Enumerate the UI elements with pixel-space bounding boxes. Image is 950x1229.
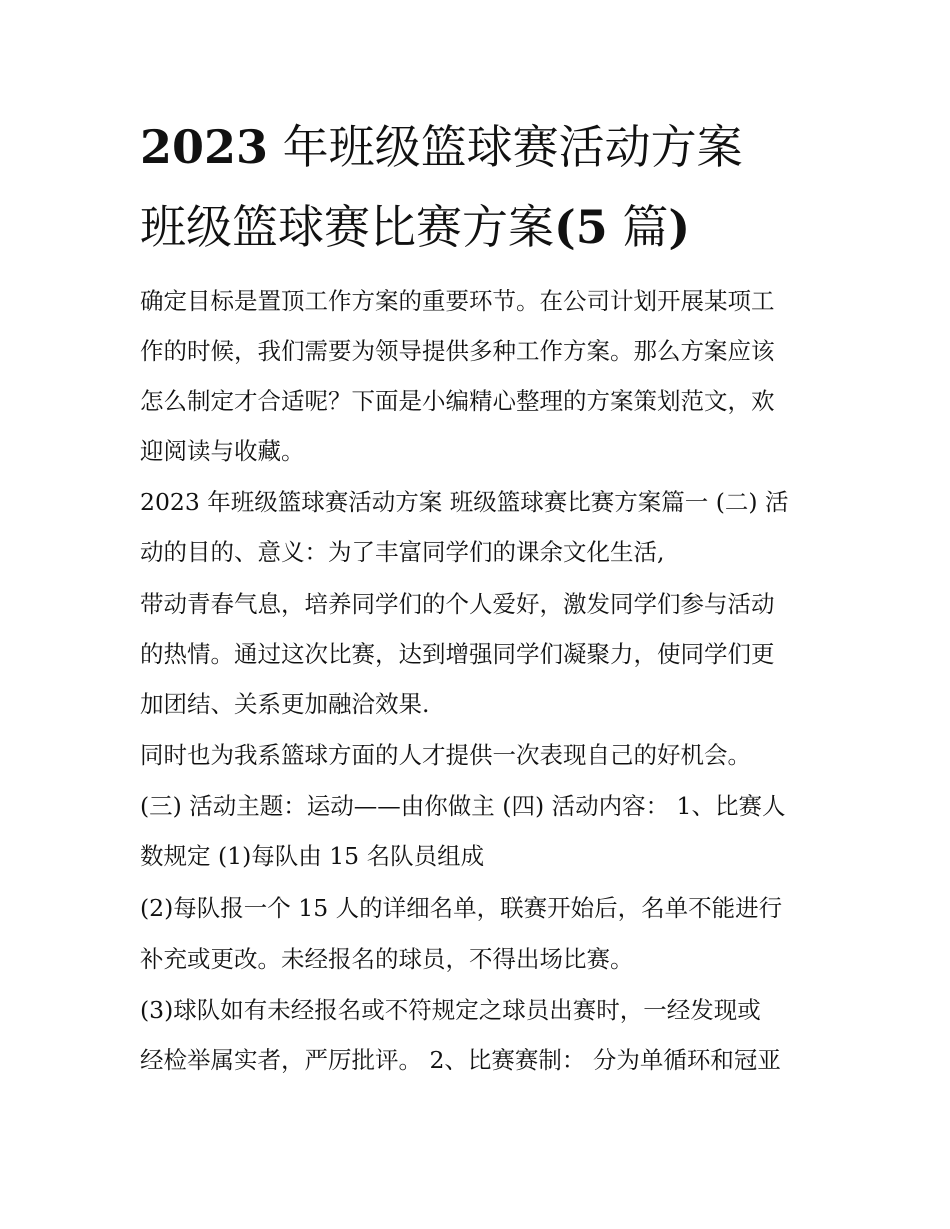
body-line: (3)球队如有未经报名或不符规定之球员出赛时，一经发现或: [140, 996, 761, 1024]
body-line: 作的时候，我们需要为领导提供多种工作方案。那么方案应该: [140, 337, 775, 365]
body-line: 的热情。通过这次比赛，达到增强同学们凝聚力，使同学们更: [140, 640, 775, 668]
body-line: 数规定 (1)每队由 15 名队员组成: [140, 842, 485, 870]
body-line: 带动青春气息，培养同学们的个人爱好，激发同学们参与活动: [140, 590, 775, 618]
body-line: 同时也为我系篮球方面的人才提供一次表现自己的好机会。: [140, 741, 751, 769]
title-line-1: 2023 年班级篮球赛活动方案: [140, 120, 743, 174]
body-line: 补充或更改。未经报名的球员，不得出场比赛。: [140, 945, 634, 973]
body-line: 迎阅读与收藏。: [140, 437, 305, 465]
title-line-2: 班级篮球赛比赛方案(5 篇): [140, 200, 691, 254]
body-line: 2023 年班级篮球赛活动方案 班级篮球赛比赛方案篇一 (二) 活: [140, 488, 789, 516]
body-line: (2)每队报一个 15 人的详细名单，联赛开始后，名单不能进行: [140, 894, 783, 922]
body-line: 确定目标是置顶工作方案的重要环节。在公司计划开展某项工: [140, 287, 775, 315]
body-line: 怎么制定才合适呢？下面是小编精心整理的方案策划范文，欢: [140, 387, 775, 415]
body-line: 动的目的、意义：为了丰富同学们的课余文化生活,: [140, 538, 665, 566]
body-line: 加团结、关系更加融洽效果.: [140, 690, 430, 718]
body-line: 经检举属实者，严厉批评。 2、比赛赛制： 分为单循环和冠亚: [140, 1046, 781, 1074]
body-line: (三) 活动主题：运动——由你做主 (四) 活动内容： 1、比赛人: [140, 792, 786, 820]
